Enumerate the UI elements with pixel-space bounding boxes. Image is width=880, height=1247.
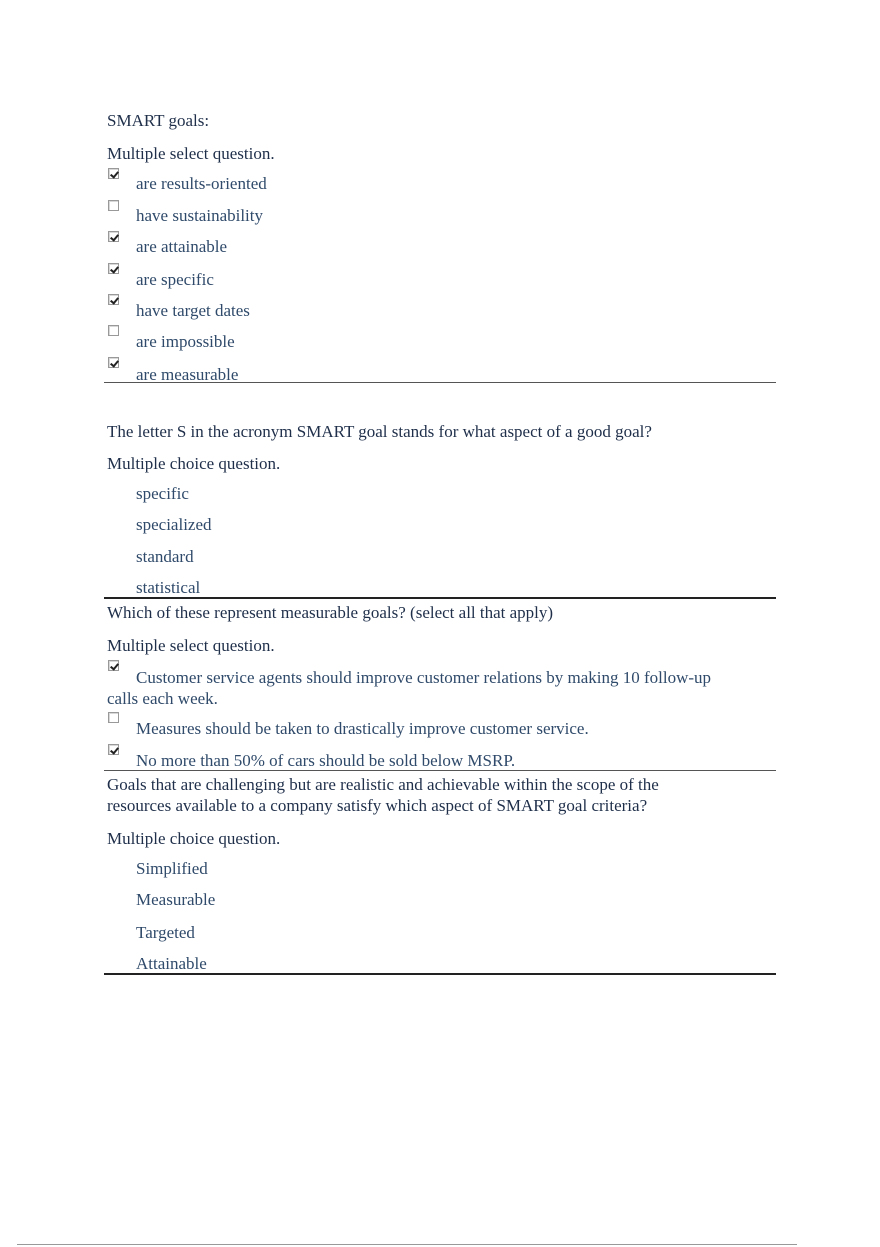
checkbox[interactable] <box>108 294 119 305</box>
divider <box>104 597 776 599</box>
question-title: Goals that are challenging but are realistic and achievable within the scope of the resources available to a company satisfy which aspect of SMART goal criteria? <box>107 775 659 815</box>
checkbox[interactable] <box>108 744 119 755</box>
option-label[interactable]: Measurable <box>136 890 216 909</box>
option-label: are results-oriented <box>136 174 267 193</box>
divider <box>104 382 776 383</box>
option-label[interactable]: Targeted <box>136 923 195 942</box>
option-label: are specific <box>136 270 214 289</box>
question-title: Which of these represent measurable goals? (select all that apply) <box>107 603 554 622</box>
question-type: Multiple choice question. <box>107 829 281 848</box>
option-label: No more than 50% of cars should be sold below MSRP. <box>136 751 516 770</box>
option-label: have target dates <box>136 301 250 320</box>
option-label: are measurable <box>136 365 239 384</box>
checkbox[interactable] <box>108 231 119 242</box>
checkbox[interactable] <box>108 325 119 336</box>
divider <box>104 973 776 975</box>
option-label[interactable]: Attainable <box>136 954 207 973</box>
checkbox[interactable] <box>108 200 119 211</box>
option-label[interactable]: specialized <box>136 515 212 534</box>
checkbox[interactable] <box>108 263 119 274</box>
footer-divider <box>17 1244 797 1245</box>
option-label: Measures should be taken to drastically improve customer service. <box>136 719 589 738</box>
question-type: Multiple choice question. <box>107 454 281 473</box>
checkbox[interactable] <box>108 168 119 179</box>
option-label[interactable]: standard <box>136 547 194 566</box>
option-label: Customer service agents should improve customer relations by making 10 follow-up calls each week. <box>107 668 712 708</box>
checkbox[interactable] <box>108 357 119 368</box>
question-title: SMART goals: <box>107 111 210 130</box>
checkbox[interactable] <box>108 712 119 723</box>
divider <box>104 770 776 771</box>
question-type: Multiple select question. <box>107 144 275 163</box>
question-type: Multiple select question. <box>107 636 275 655</box>
option-label[interactable]: statistical <box>136 578 201 597</box>
option-label[interactable]: specific <box>136 484 189 503</box>
question-title: The letter S in the acronym SMART goal stands for what aspect of a good goal? <box>107 422 652 441</box>
option-label: have sustainability <box>136 206 264 225</box>
option-label: are impossible <box>136 332 235 351</box>
option-label: are attainable <box>136 237 228 256</box>
option-label[interactable]: Simplified <box>136 859 208 878</box>
